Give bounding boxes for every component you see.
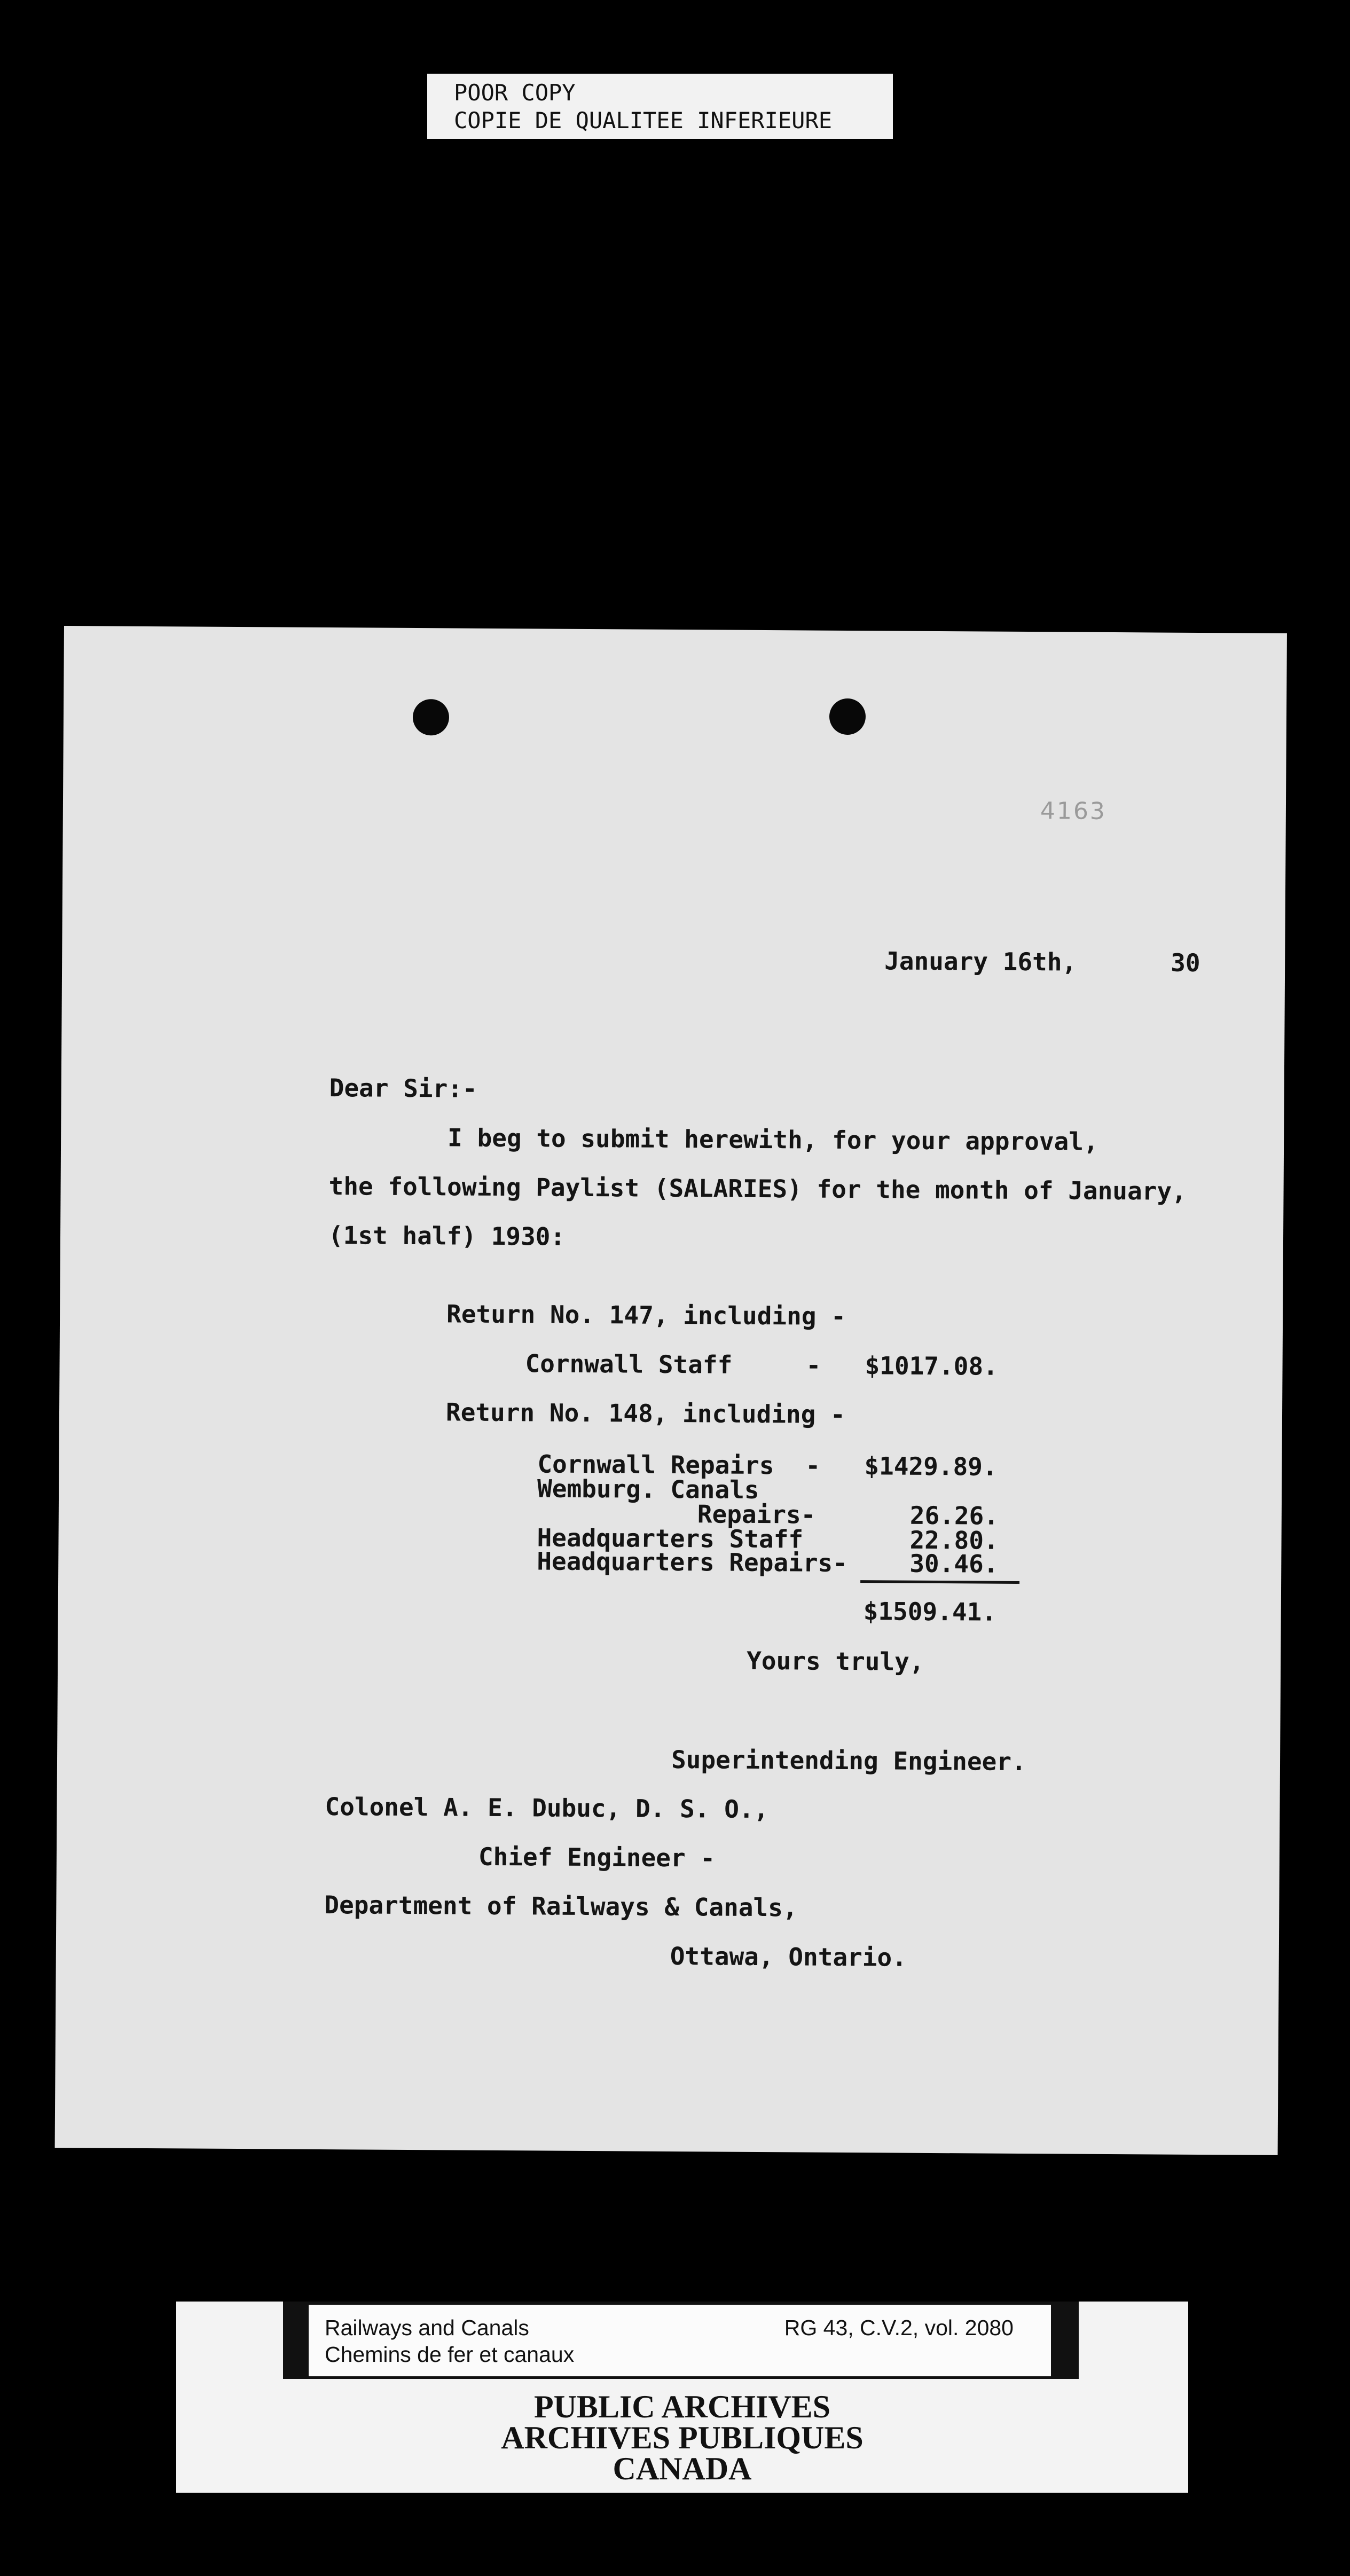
return-147-heading: Return No. 147, including - [446,1299,846,1331]
total-amount: $1509.41. [863,1597,997,1627]
department-french: Chemins de fer et canaux [325,2342,575,2367]
body-line-1: I beg to submit herewith, for your approval, [447,1123,1098,1156]
salutation: Dear Sir:- [329,1073,477,1103]
archive-country: CANADA [613,2451,752,2486]
archive-reference: RG 43, C.V.2, vol. 2080 [784,2315,1014,2340]
banner-line-2: COPIE DE QUALITEE INFERIEURE [454,107,833,133]
addressee-name: Colonel A. E. Dubuc, D. S. O., [325,1792,769,1824]
addressee-city: Ottawa, Ontario. [670,1941,907,1972]
item-wemburg-amount: 26.26. [909,1501,999,1530]
sum-underline [860,1580,1019,1584]
return-148-heading: Return No. 148, including - [445,1397,845,1429]
return-147-dash: - [806,1350,821,1380]
department-english: Railways and Canals [325,2315,529,2340]
banner-line-1: POOR COPY [454,80,576,106]
archive-name-english: PUBLIC ARCHIVES [533,2389,831,2424]
addressee-department: Department of Railways & Canals, [324,1890,798,1922]
item-wemburg-repairs: Repairs- [697,1499,816,1529]
item-hq-staff-amount: 22.80. [909,1525,999,1555]
punch-hole-left [413,699,449,735]
return-147-amount: $1017.08. [865,1351,998,1381]
poor-copy-banner [427,74,893,139]
addressee-title: Chief Engineer - [478,1842,716,1873]
item-hq-repairs: Headquarters Repairs- [537,1546,848,1577]
body-line-3: (1st half) 1930: [328,1221,566,1251]
item-cornwall-repairs-amount: $1429.89. [864,1451,998,1481]
letter-date: January 16th, [884,946,1077,977]
file-number-stamp: 4163 [1040,797,1107,825]
signature-title: Superintending Engineer. [671,1745,1026,1777]
return-147-item: Cornwall Staff [525,1349,733,1379]
punch-hole-right [829,698,866,735]
closing: Yours truly, [747,1646,924,1676]
archive-reference-label [309,2305,1051,2376]
archive-name [176,2391,1188,2484]
letter-year: 30 [1171,948,1200,978]
item-hq-repairs-amount: 30.46. [909,1549,999,1578]
item-wemburg-canals: Wemburg. Canals [537,1474,759,1504]
body-line-2: the following Paylist (SALARIES) for the month of January, [328,1172,1187,1206]
item-cornwall-repairs-dash: - [805,1451,821,1480]
letter-sheet [55,626,1287,2155]
item-cornwall-repairs: Cornwall Repairs [537,1449,774,1480]
item-hq-staff: Headquarters Staff [537,1523,804,1554]
archive-name-french: ARCHIVES PUBLIQUES [501,2420,864,2455]
